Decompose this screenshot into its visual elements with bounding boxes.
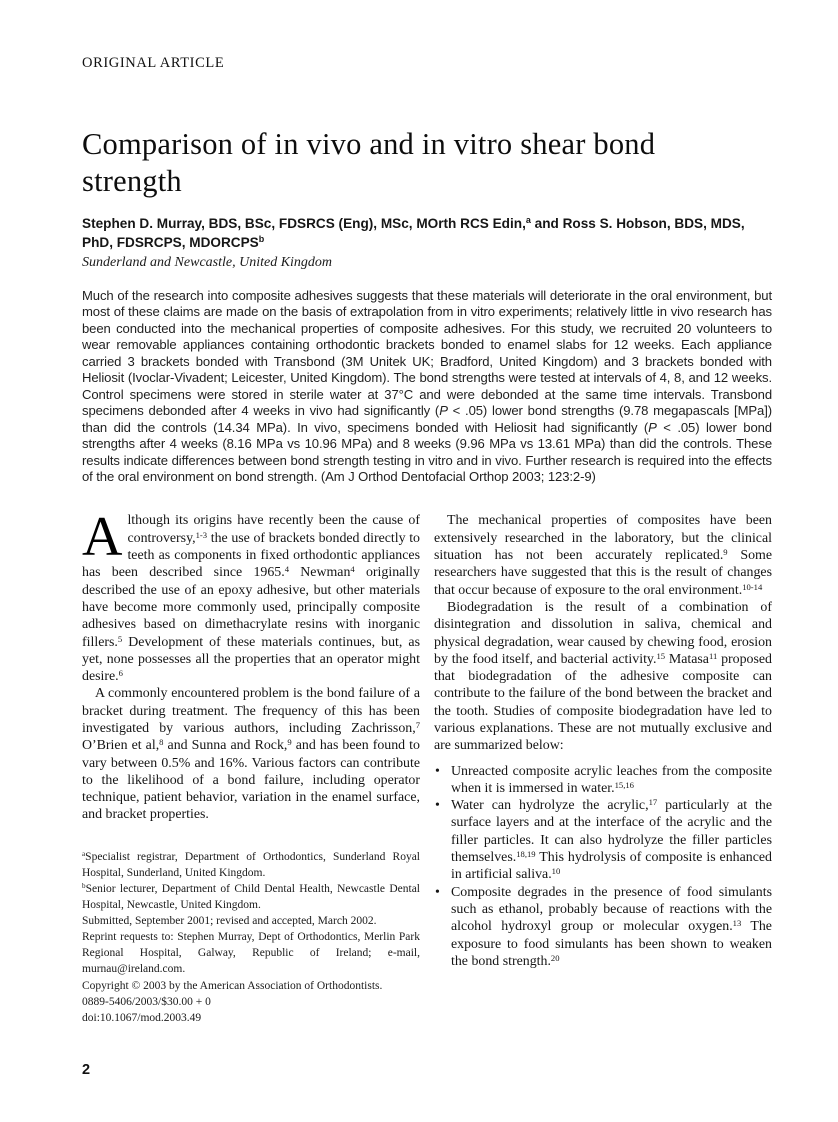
footnote-item: 0889-5406/2003/$30.00 + 0 bbox=[82, 995, 211, 1008]
footnote-item: $^a$Specialist registrar, Department of Orthodontics, Sunderland Royal Hospital, Sunderland, United Kingdom. bbox=[82, 849, 420, 879]
drop-cap: A bbox=[82, 506, 123, 569]
list-item bbox=[434, 797, 772, 883]
footnote-item: Copyright © 2003 by the American Association of Orthodontists. bbox=[82, 979, 383, 992]
footnote-item: Reprint requests to: Stephen Murray, Dept of Orthodontics, Merlin Park Regional Hospital, Galway, Republic of Ireland; e-mail, murnau@ireland.com. bbox=[82, 931, 420, 976]
footnote-block bbox=[82, 849, 420, 1026]
list-item-text: Water can hydrolyze the acrylic,$^{17}$ particularly at the surface layers and at the interface of the acrylic and the filler particles. It can also hydrolyze the filler particles themselves.$^{18,19}$ This hydrolysis of composite is enhanced in artificial saliva.$^{10}$ bbox=[451, 797, 772, 883]
article-title: Comparison of in vivo and in vitro shear bond strength bbox=[82, 127, 656, 198]
footnote-item: doi:10.1067/mod.2003.49 bbox=[82, 1011, 202, 1024]
page-number: 2 bbox=[82, 1062, 91, 1078]
bullet-icon: • bbox=[435, 884, 440, 900]
list-item-text: Composite degrades in the presence of food simulants such as ethanol, probably because of reactions with the alcohol hydroxyl group or molecular oxygen.$^{13}$ The exposure to food simulants has been shown to weaken the bond strength.$^{20}$ bbox=[451, 884, 772, 969]
body-paragraph: A commonly encountered problem is the bond failure of a bracket during treatment. The frequency of this has been investigated by various authors, including Zachrisson,$^7$ O’Brien et al,$^8$ and Sunna and Rock,$^9$ and has been found to vary between 0.5% and 16%. Various factors can contribute to the likelihood of a bond failure, including operator technique, patient behavior, variation in the enamel surface, and bracket properties. bbox=[82, 686, 420, 823]
footnote-item: Submitted, September 2001; revised and accepted, March 2002. bbox=[82, 915, 377, 928]
column-right bbox=[434, 512, 772, 1025]
author-line: Stephen D. Murray, BDS, BSc, FDSRCS (Eng), MSc, MOrth RCS Edin,$^a$ and Ross S. Hobson, BDS, MDS, PhD, FDSRCPS, MDORCPS$^b$ bbox=[82, 215, 745, 250]
bullet-icon: • bbox=[435, 798, 440, 814]
affiliation-line: Sunderland and Newcastle, United Kingdom bbox=[82, 255, 333, 270]
abstract-paragraph: Much of the research into composite adhesives suggests that these materials will deteriorate in the oral environment, but most of these claims are made on the basis of extrapolation from in vitro experiments; relatively little in vivo research has been conducted into the mechanical properties of composite adhesives. For this study, we recruited 20 volunteers to wear removable appliances containing orthodontic brackets bonded to enamel slabs for 12 weeks. Each appliance carried 3 brackets bonded with Transbond (3M Unitek UK; Bradford, United Kingdom) and 3 brackets bonded with Heliosit (Ivoclar-Vivadent; Leicester, United Kingdom). The bond strengths were tested at intervals of 4, 8, and 12 weeks. Control specimens were stored in sterile water at 37°C and were debonded at the same time intervals. Transbond specimens debonded after 4 weeks in vivo had significantly (P < .05) lower bond strengths (9.78 megapascals [MPa]) than did the controls (14.34 MPa). In vivo, specimens bonded with Heliosit had significantly (P < .05) lower bond strengths after 4 weeks (8.16 MPa vs 10.96 MPa) and 8 weeks (9.96 MPa vs 13.61 MPa) than did the controls. These results indicate differences between bond strength testing in vitro and in vivo. Further research is required into the effects of the oral environment on bond strength. (Am J Orthod Dentofacial Orthop 2003; 123:2-9) bbox=[82, 288, 773, 484]
column-left bbox=[82, 506, 420, 1025]
body-paragraph-dropcap bbox=[82, 506, 420, 685]
article-type-label: ORIGINAL ARTICLE bbox=[82, 55, 225, 71]
footnote-item: $^b$Senior lecturer, Department of Child Dental Health, Newcastle Dental Hospital, Newcastle, United Kingdom. bbox=[82, 881, 420, 912]
list-item bbox=[434, 884, 772, 970]
body-columns bbox=[82, 506, 773, 1025]
body-paragraph: The mechanical properties of composites have been extensively researched in the laboratory, but the clinical situation has not been accurately replicated.$^9$ Some researchers have suggested that this is the result of changes that occur because of exposure to the oral environment.$^{10-14}$ bbox=[434, 513, 772, 598]
list-item-text: Unreacted composite acrylic leaches from the composite when it is immersed in water.$^{15,16}$ bbox=[451, 763, 772, 796]
list-item bbox=[434, 763, 772, 798]
bullet-list bbox=[434, 763, 772, 971]
body-paragraph: Biodegradation is the result of a combination of disintegration and dissolution in saliva, chemical and physical degradation, wear caused by chewing food, erosion by the food itself, and bacterial activity.$^{15}$ Matasa$^{11}$ proposed that biodegradation of the adhesive composite can contribute to the failure of the bond between the bracket and the tooth. Studies of composite biodegradation have led to various explanations. These are not mutually exclusive and are summarized below: bbox=[434, 599, 773, 754]
bullet-icon: • bbox=[435, 763, 440, 779]
paragraph-text: lthough its origins have recently been the cause of controversy,$^{1-3}$ the use of brackets bonded directly to teeth as components in fixed orthodontic appliances has been described since 1965.$^4$ Newman$^4$ originally described the use of an epoxy adhesive, but other materials have become more commonly used, principally composite adhesives based on dimethacrylate resins with inorganic fillers.$^5$ Development of these materials continues, but, as yet, none possesses all the properties that an operator might desire.$^6$ bbox=[82, 513, 420, 685]
